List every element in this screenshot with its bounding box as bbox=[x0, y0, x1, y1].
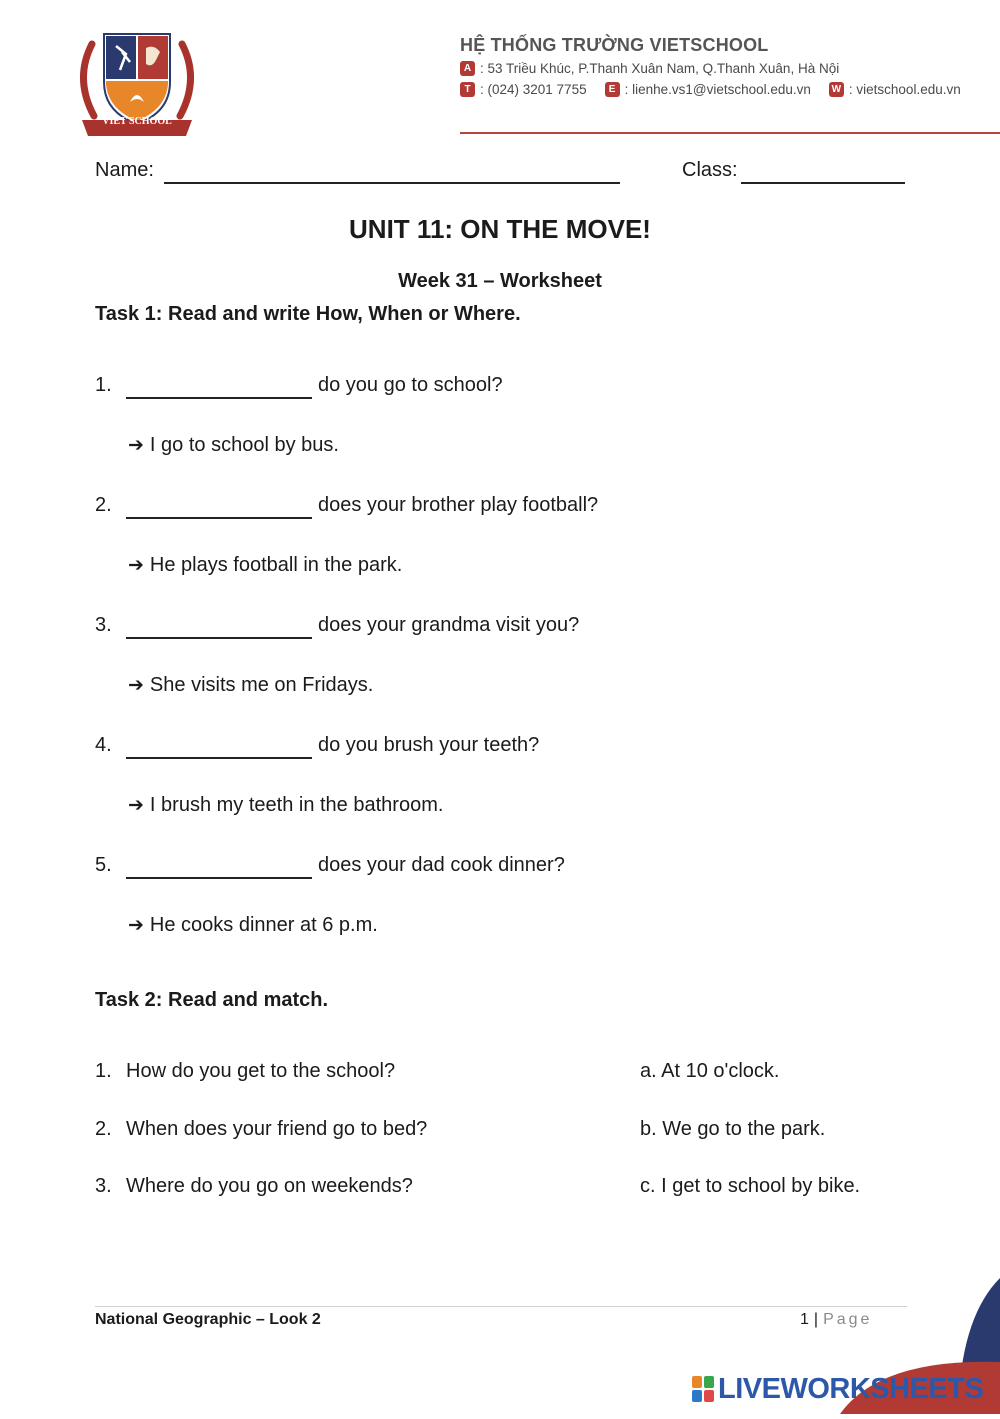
arrow-right-icon: ➔ bbox=[128, 675, 144, 696]
match-question-number: 2. bbox=[95, 1118, 112, 1140]
task1-answer: He plays football in the park. bbox=[149, 554, 403, 576]
task1-answer-blank[interactable] bbox=[126, 757, 312, 759]
match-answer[interactable]: a. At 10 o'clock. bbox=[640, 1060, 780, 1082]
task1-answer-line bbox=[128, 674, 373, 697]
task1-item-number: 4. bbox=[95, 734, 112, 756]
task1-item-number: 2. bbox=[95, 494, 112, 516]
footer-divider bbox=[95, 1306, 907, 1307]
page-number: 1 bbox=[800, 1311, 809, 1328]
class-label: Class: bbox=[682, 159, 738, 181]
match-answer[interactable]: c. I get to school by bike. bbox=[640, 1175, 861, 1197]
contact-line bbox=[460, 82, 961, 97]
task1-question: does your dad cook dinner? bbox=[318, 854, 565, 876]
task1-answer-line bbox=[128, 794, 443, 817]
website-text[interactable]: : vietschool.edu.vn bbox=[848, 82, 961, 97]
task1-answer-blank[interactable] bbox=[126, 517, 312, 519]
task1-question: do you brush your teeth? bbox=[318, 734, 540, 756]
name-field-line[interactable] bbox=[164, 182, 620, 184]
match-question-number: 3. bbox=[95, 1175, 112, 1197]
logo-ribbon-text: VIET SCHOOL bbox=[102, 116, 172, 127]
class-field-line[interactable] bbox=[741, 182, 905, 184]
school-name: HỆ THỐNG TRƯỜNG VIETSCHOOL bbox=[460, 35, 769, 55]
task1-answer-blank[interactable] bbox=[126, 397, 312, 399]
task1-answer-line bbox=[128, 914, 378, 937]
task1-answer: I brush my teeth in the bathroom. bbox=[149, 794, 444, 816]
arrow-right-icon: ➔ bbox=[128, 915, 144, 936]
task1-title: Task 1: Read and write How, When or Where. bbox=[95, 303, 521, 325]
email-text[interactable]: : lienhe.vs1@vietschool.edu.vn bbox=[624, 82, 811, 97]
arrow-right-icon: ➔ bbox=[128, 435, 144, 456]
address-text: : 53 Triều Khúc, P.Thanh Xuân Nam, Q.Thanh Xuân, Hà Nội bbox=[480, 61, 840, 76]
email-icon: E bbox=[605, 82, 620, 97]
match-question[interactable]: When does your friend go to bed? bbox=[126, 1118, 428, 1140]
footer-source: National Geographic – Look 2 bbox=[95, 1311, 321, 1328]
phone-text: : (024) 3201 7755 bbox=[480, 82, 587, 97]
task1-answer-line bbox=[128, 434, 339, 457]
task1-item-number: 3. bbox=[95, 614, 112, 636]
arrow-right-icon: ➔ bbox=[128, 795, 144, 816]
liveworksheets-icon bbox=[692, 1376, 714, 1402]
task1-item-number: 5. bbox=[95, 854, 112, 876]
task1-answer: She visits me on Fridays. bbox=[149, 674, 374, 696]
task1-answer-blank[interactable] bbox=[126, 637, 312, 639]
unit-title: UNIT 11: ON THE MOVE! bbox=[349, 214, 651, 244]
match-question[interactable]: Where do you go on weekends? bbox=[126, 1175, 413, 1197]
arrow-right-icon: ➔ bbox=[128, 555, 144, 576]
school-logo bbox=[72, 24, 202, 140]
website-icon: W bbox=[829, 82, 844, 97]
week-subtitle: Week 31 – Worksheet bbox=[398, 270, 602, 292]
page-label: Page bbox=[823, 1311, 873, 1328]
match-question[interactable]: How do you get to the school? bbox=[126, 1060, 396, 1082]
name-label: Name: bbox=[95, 159, 154, 181]
task1-question: does your grandma visit you? bbox=[318, 614, 580, 636]
header-divider bbox=[460, 132, 1000, 134]
task1-answer: He cooks dinner at 6 p.m. bbox=[149, 914, 378, 936]
task1-answer-line bbox=[128, 554, 402, 577]
task1-question: does your brother play football? bbox=[318, 494, 599, 516]
task2-title: Task 2: Read and match. bbox=[95, 989, 329, 1011]
match-question-number: 1. bbox=[95, 1060, 112, 1082]
match-answer[interactable]: b. We go to the park. bbox=[640, 1118, 826, 1140]
task1-answer-blank[interactable] bbox=[126, 877, 312, 879]
task1-answer: I go to school by bus. bbox=[149, 434, 339, 456]
task1-question: do you go to school? bbox=[318, 374, 503, 396]
liveworksheets-logo[interactable] bbox=[692, 1372, 983, 1406]
address-line bbox=[460, 61, 839, 76]
address-icon: A bbox=[460, 61, 475, 76]
task1-item-number: 1. bbox=[95, 374, 112, 396]
page-separator: | bbox=[813, 1311, 819, 1328]
liveworksheets-wordmark: LIVEWORKSHEETS bbox=[718, 1372, 984, 1405]
phone-icon: T bbox=[460, 82, 475, 97]
